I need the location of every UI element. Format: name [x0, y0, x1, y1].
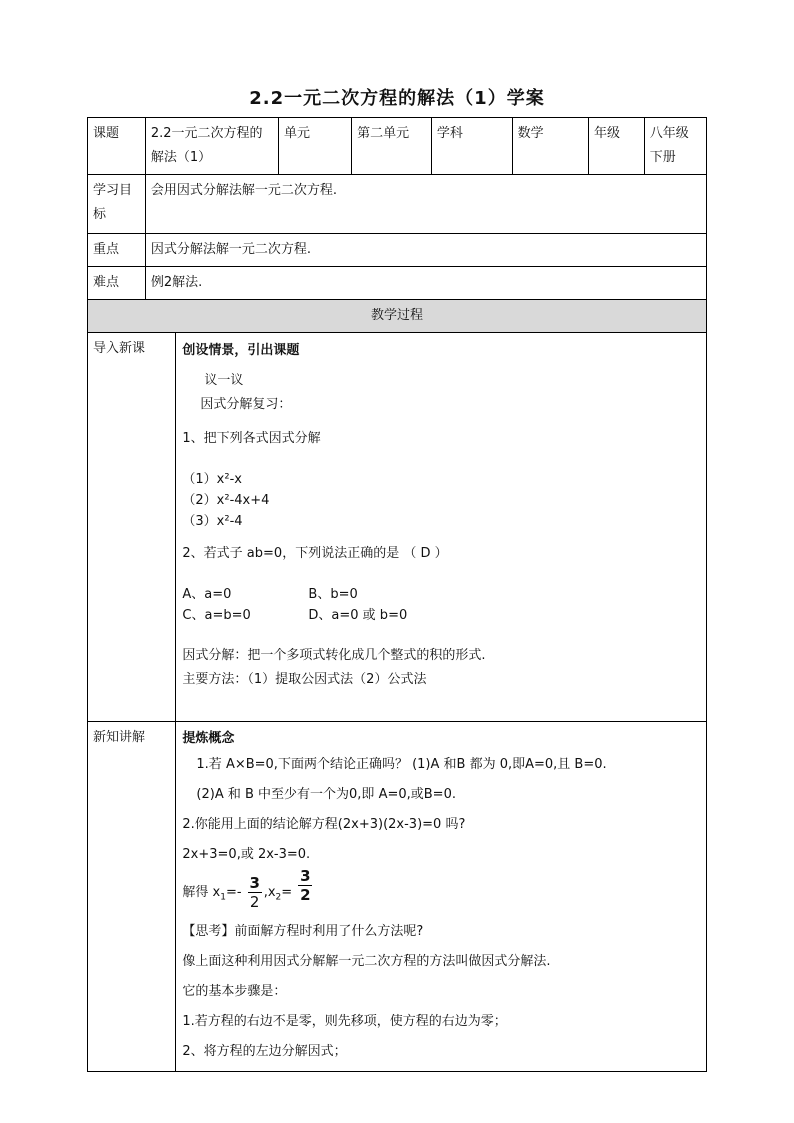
page-title: 2.2一元二次方程的解法（1）学案 [249, 88, 545, 109]
xueke-value: 数学 [512, 118, 588, 175]
options-row-1 [182, 584, 701, 605]
fraction-1: $\frac{3}{2}$ [249, 874, 260, 911]
key-point-label: 重点 [88, 234, 146, 267]
options-row-2 [182, 605, 701, 626]
difficulty-row [88, 267, 707, 300]
concept-1: 1.若 A×B=0,下面两个结论正确吗？ (1)A 和B 都为 0,即A=0,且 B=0. [196, 757, 607, 772]
nianji-value: 八年级下册 [644, 118, 706, 175]
intro-row [88, 333, 707, 722]
intro-content [176, 333, 707, 722]
goal-text: 会用因式分解法解一元二次方程. [145, 175, 706, 234]
new-knowledge-row [88, 722, 707, 1072]
think-prompt: 【思考】前面解方程时利用了什么方法呢? [182, 923, 424, 939]
option-c: C、a=b=0 [182, 608, 251, 623]
danyuan-value: 第二单元 [352, 118, 432, 175]
danyuan-label: 单元 [279, 118, 352, 175]
q1-item-3: （3）x²-4 [182, 514, 243, 529]
keti-value: 2.2一元二次方程的解法（1） [145, 118, 278, 175]
concept-4: 2x+3=0,或 2x-3=0. [182, 847, 311, 862]
factorization-definition: 因式分解：把一个多项式转化成几个整式的积的形式. [182, 648, 486, 663]
solution-line: 解得 $x_1=-$ $\frac{3}{2}$ $,x_2=$ $\frac{3}{2}$ [182, 867, 311, 911]
question-1: 1、把下列各式因式分解 [182, 431, 321, 446]
keti-label: 课题 [88, 118, 146, 175]
question-2: 2、若式子 ab=0，下列说法正确的是 （ D ） [182, 546, 448, 561]
xueke-label: 学科 [431, 118, 512, 175]
difficulty-text: 例2解法. [145, 267, 706, 300]
nianji-label: 年级 [589, 118, 645, 175]
q1-item-1: （1）x²-x [182, 472, 242, 487]
goal-row [88, 175, 707, 234]
step-2: 2、将方程的左边分解因式； [182, 1043, 347, 1059]
intro-heading: 创设情景，引出课题 [182, 343, 300, 358]
key-point-text: 因式分解法解一元二次方程. [145, 234, 706, 267]
process-header-row [88, 300, 707, 333]
goal-label: 学习目标 [88, 175, 146, 234]
review-text: 因式分解复习： [200, 397, 292, 412]
q1-item-2: （2）x²-4x+4 [182, 493, 270, 508]
process-header: 教学过程 [88, 300, 707, 333]
new-heading: 提炼概念 [182, 731, 235, 746]
main-methods: 主要方法：（1）提取公因式法（2）公式法 [182, 672, 427, 687]
option-a: A、a=0 [182, 587, 232, 602]
header-row [88, 118, 707, 175]
option-d: D、a=0 或 b=0 [308, 608, 408, 623]
lesson-plan-table [87, 117, 707, 1072]
concept-2: (2)A 和 B 中至少有一个为0,即 A=0,或B=0. [196, 787, 456, 802]
intro-label: 导入新课 [88, 333, 176, 722]
concept-3: 2.你能用上面的结论解方程(2x+3)(2x-3)=0 吗? [182, 817, 466, 832]
option-b: B、b=0 [308, 587, 358, 602]
fraction-2: $\frac{3}{2}$ [300, 867, 311, 904]
new-content [176, 722, 707, 1072]
step-1: 1.若方程的右边不是零，则先移项，使方程的右边为零； [182, 1013, 507, 1029]
yiyiyi-text: 议一议 [204, 373, 244, 388]
method-description: 像上面这种利用因式分解解一元二次方程的方法叫做因式分解法. [182, 953, 551, 969]
difficulty-label: 难点 [88, 267, 146, 300]
steps-intro: 它的基本步骤是： [182, 983, 287, 999]
key-point-row [88, 234, 707, 267]
new-label: 新知讲解 [88, 722, 176, 1072]
